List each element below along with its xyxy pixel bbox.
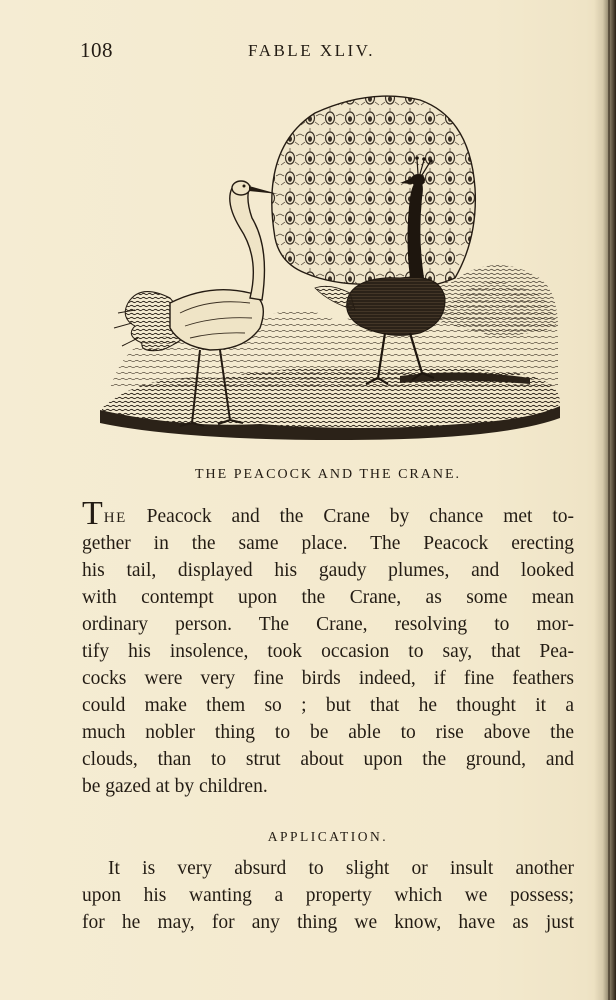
fable-line: tify his insolence, took occasion to say, that Pea- <box>82 641 574 662</box>
fable-line: could make them so ; but that he thought it a <box>82 695 574 716</box>
smallcaps-word: HE <box>103 510 127 526</box>
fable-line: cocks were very fine birds indeed, if fine feathers <box>82 668 574 689</box>
drop-cap: T <box>82 495 103 532</box>
peacock-and-crane-woodcut-icon <box>100 88 562 443</box>
fable-text <box>82 495 574 800</box>
page-edge-line <box>608 0 610 1000</box>
application-text <box>82 855 574 936</box>
application-line: upon his wanting a property which we possess; <box>82 885 574 906</box>
page-header <box>80 38 580 62</box>
fable-line: with contempt upon the Crane, as some mean <box>82 587 574 608</box>
running-head: FABLE XLIV. <box>248 41 375 60</box>
fable-line: his tail, displayed his gaudy plumes, and looked <box>82 560 574 581</box>
application-heading: APPLICATION. <box>267 829 389 844</box>
fable-line-1 <box>82 495 574 532</box>
application-line: for he may, for any thing we know, have as just <box>82 912 574 933</box>
fable-line: clouds, than to strut about upon the ground, and <box>82 749 574 770</box>
fable-line: be gazed at by children. <box>82 776 268 797</box>
page-edge-shadow <box>594 0 616 1000</box>
fable-line-1-rest: Peacock and the Crane by chance met to- <box>126 506 574 527</box>
fable-line: gether in the same place. The Peacock erecting <box>82 533 574 554</box>
page-number: 108 <box>80 38 113 62</box>
illustration-caption: THE PEACOCK AND THE CRANE. <box>194 467 462 482</box>
fable-line: ordinary person. The Crane, resolving to mor- <box>82 614 574 635</box>
application-line: It is very absurd to slight or insult another <box>108 858 574 879</box>
fable-line: much nobler thing to be able to rise above the <box>82 722 574 743</box>
